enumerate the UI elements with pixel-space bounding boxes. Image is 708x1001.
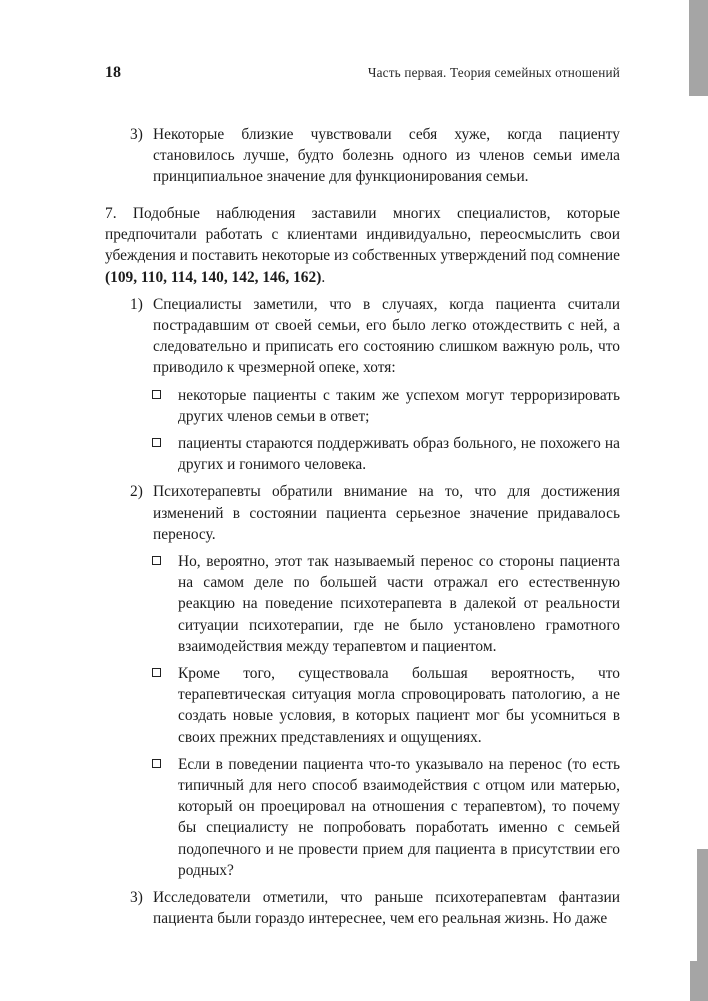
- bullet-item-text: пациенты стараются поддерживать образ больного, не похожего на других и гонимого человека.: [178, 435, 620, 474]
- paragraph: [105, 203, 620, 288]
- list-item: [130, 124, 620, 188]
- square-bullet-icon: [152, 754, 178, 881]
- list-item: [130, 294, 620, 379]
- bullet-item: [152, 754, 620, 881]
- bullet-item: [152, 663, 620, 748]
- running-head: Часть первая. Теория семейных отношений: [367, 65, 620, 80]
- scan-artifact-bottom-right: [690, 961, 708, 1001]
- scan-artifact-top-right: [689, 0, 708, 96]
- list-item-marker: 1): [130, 295, 143, 313]
- list-item-marker: 3): [130, 889, 143, 907]
- reference-numbers: (109, 110, 114, 140, 142, 146, 162): [105, 268, 322, 286]
- list-item: [130, 481, 620, 545]
- bullet-item: [152, 385, 620, 427]
- square-bullet-icon: [152, 385, 178, 427]
- list-item-text: Некоторые близкие чувствовали себя хуже, когда пациенту становилось лучше, будто болезнь одного из членов семьи имела принципиальное значение для функционирования семьи.: [153, 126, 620, 186]
- bullet-item-text: Но, вероятно, этот так называемый перенос со стороны пациента на самом деле по большей части отражал его естественную реакцию на поведение психотерапевта в далекой от реальности ситуации психотерапии, где не было установлено грамотного взаимодействия между терапевтом и пациентом.: [178, 553, 620, 655]
- list-item-marker: 2): [130, 483, 143, 501]
- paragraph-text-tail: .: [321, 268, 326, 286]
- page-number: 18: [105, 64, 121, 81]
- bullet-item-text: Кроме того, существовала большая вероятность, что терапевтическая ситуация могла спровоцировать патологию, а не создать новые условия, в которых пациент мог бы усомниться в своих прежних представлениях и ощущениях.: [178, 665, 620, 746]
- square-bullet-icon: [152, 663, 178, 748]
- bullet-item: [152, 433, 620, 475]
- square-bullet-icon: [152, 551, 178, 657]
- list-item-text: Исследователи отметили, что раньше психотерапевтам фантазии пациента были гораздо интереснее, чем его реальная жизнь. Но даже: [153, 889, 620, 928]
- list-item: [130, 887, 620, 929]
- page-header: [105, 64, 620, 82]
- paragraph-text: 7. Подобные наблюдения заставили многих специалистов, которые предпочитали работать с клиентами индивидуально, переосмыслить свои убеждения и поставить некоторые из собственных утверждений под сомнение: [105, 205, 620, 265]
- square-bullet-icon: [152, 433, 178, 475]
- bullet-item-text: некоторые пациенты с таким же успехом могут терроризировать других членов семьи в ответ;: [178, 386, 620, 425]
- bullet-item: [152, 551, 620, 657]
- list-item-text: Специалисты заметили, что в случаях, когда пациента считали пострадавшим от своей семьи, его было легко отождествить с ней, а следовательно и приписать его состоянию слишком важную роль, что приводило к чрезмерной опеке, хотя:: [153, 295, 620, 377]
- list-item-marker: 3): [130, 126, 143, 143]
- list-item-text: Психотерапевты обратили внимание на то, что для достижения изменений в состоянии пациента серьезное значение придавалось переносу.: [153, 483, 620, 543]
- bullet-item-text: Если в поведении пациента что-то указывало на перенос (то есть типичный для него способ взаимодействия с отцом или матерью, который он проецировал на отношения с терапевтом), то почему бы специалисту не попробовать поработать именно с семьей подопечного и не провести прием для пациента в присутствии его родных?: [178, 755, 620, 879]
